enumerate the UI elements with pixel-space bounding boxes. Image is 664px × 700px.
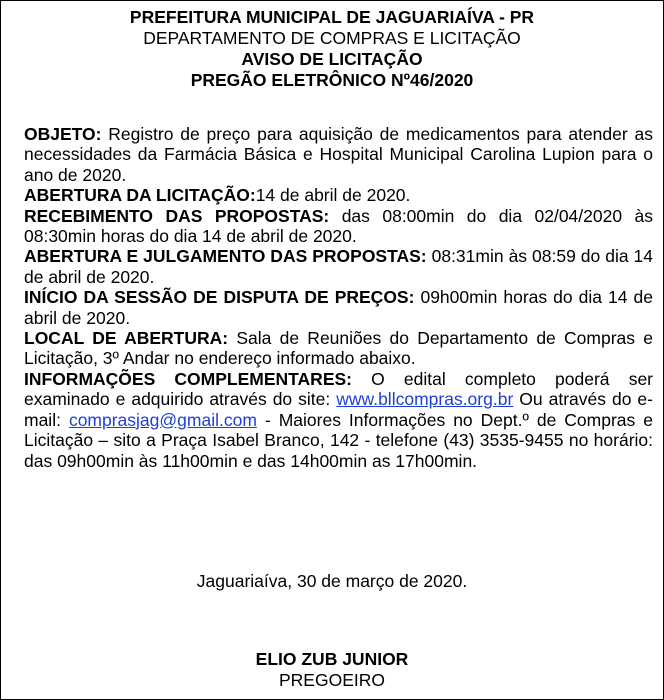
- section-disputa: [24, 287, 653, 328]
- section-abertura-label: ABERTURA DA LICITAÇÃO:: [24, 185, 256, 206]
- header-notice-title: AVISO DE LICITAÇÃO: [241, 49, 423, 69]
- site-link[interactable]: www.bllcompras.org.br: [336, 389, 514, 410]
- section-local-label: LOCAL DE ABERTURA:: [24, 328, 229, 349]
- section-info-text3: - Maiores Informações no Dept.º de Compras e Licitação – sito a Praça Isabel Branco, 142 - telefone (43) 3535-9455 no horário: das 09h00min às 11h00min e das 14h00min as 17h00min.: [24, 409, 653, 471]
- section-objeto: [24, 124, 653, 185]
- section-info-text2: Ou através do e-mail:: [24, 389, 653, 430]
- section-julgamento: [24, 246, 653, 287]
- section-info-text1: O edital completo poderá ser examinado e adquirido através do site:: [24, 368, 654, 410]
- section-info: [24, 369, 653, 471]
- header-auction-number: PREGÃO ELETRÔNICO Nº46/2020: [190, 70, 474, 90]
- header-municipality: PREFEITURA MUNICIPAL DE JAGUARIAÍVA - PR: [129, 7, 535, 27]
- notice-header: [1, 1, 663, 91]
- section-abertura-text: 14 de abril de 2020.: [255, 185, 411, 206]
- section-abertura: [24, 185, 653, 205]
- section-recebimento-label: RECEBIMENTO DAS PROPOSTAS:: [24, 205, 330, 226]
- section-local-text: Sala de Reuniões do Departamento de Compras e Licitação, 3º Andar no endereço informado abaixo.: [24, 328, 653, 369]
- section-objeto-text: Registro de preço para aquisição de medicamentos para atender as necessidades da Farmácia Básica e Hospital Municipal Carolina Lupion para o ano de 2020.: [24, 124, 653, 185]
- section-disputa-label: INÍCIO DA SESSÃO DE DISPUTA DE PREÇOS:: [24, 287, 415, 308]
- section-recebimento-text: das 08:00min do dia 02/04/2020 às 08:30min horas do dia 14 de abril de 2020.: [24, 205, 654, 247]
- section-disputa-text: 09h00min horas do dia 14 de abril de 2020.: [24, 287, 653, 328]
- section-info-label: INFORMAÇÕES COMPLEMENTARES:: [24, 368, 352, 389]
- signature-name: ELIO ZUB JUNIOR: [255, 649, 409, 669]
- email-link[interactable]: comprasjag@gmail.com: [68, 409, 257, 430]
- signature-role: PREGOEIRO: [279, 670, 385, 690]
- header-department: DEPARTAMENTO DE COMPRAS E LICITAÇÃO: [143, 28, 521, 48]
- section-julgamento-text: 08:31min às 08:59 do dia 14 de abril de 2020.: [24, 246, 654, 287]
- section-local: [24, 328, 653, 369]
- notice-body: [24, 124, 653, 471]
- section-objeto-label: OBJETO:: [24, 124, 102, 144]
- place-date: Jaguariaíva, 30 de março de 2020.: [196, 571, 468, 591]
- signature-block: [1, 649, 663, 691]
- section-julgamento-label: ABERTURA E JULGAMENTO DAS PROPOSTAS:: [24, 246, 427, 267]
- section-recebimento: [24, 206, 653, 247]
